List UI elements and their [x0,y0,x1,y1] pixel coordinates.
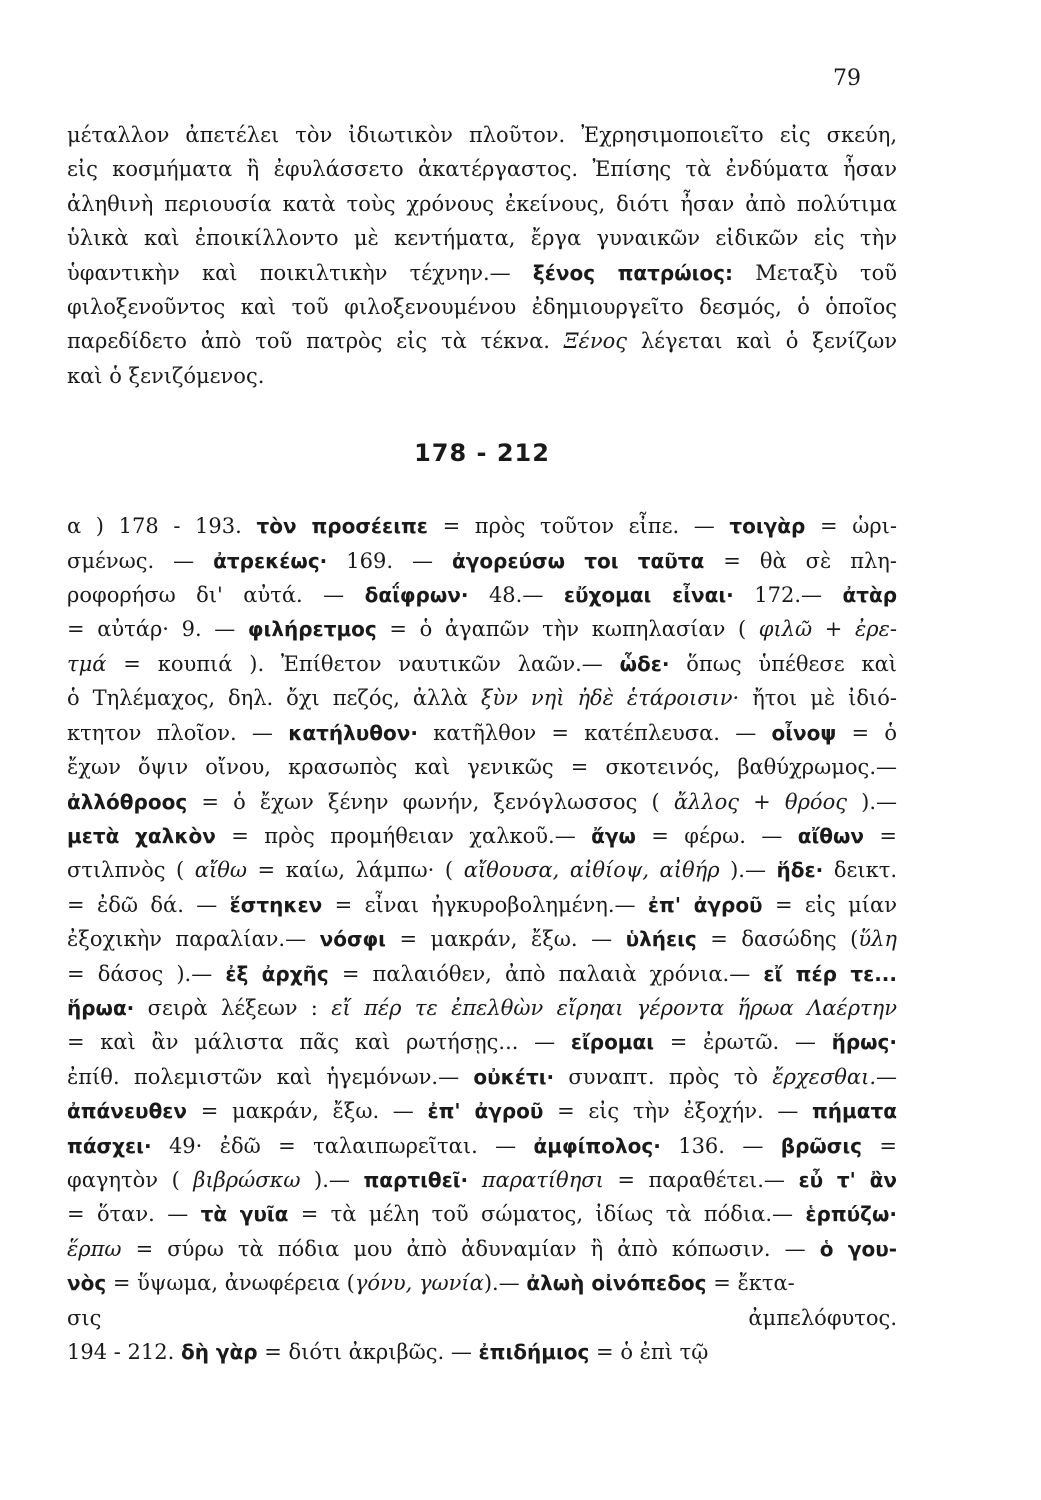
text-segment: ὑλικὰ καὶ ἐποικίλλοντο μὲ κεντήματα, ἔργα γυναικῶν εἰδικῶν εἰς τὴν [67,226,897,251]
italic-text: τμά [67,651,107,676]
lemma-term: ἀλωὴ οἰνόπεδος [526,1271,707,1296]
text-segment: = τὰ μέλη τοῦ σώματος, ἰδίως τὰ πόδια.— [288,1202,806,1227]
text-line [67,957,897,991]
text-segment: φαγητὸν ( [67,1167,194,1192]
text-line [67,785,897,819]
italic-text: ἕρπω [67,1236,122,1261]
text-line [67,1232,897,1266]
text-line [67,716,897,750]
lemma-term: δαΐφρων· [364,583,469,608]
text-segment: λέγεται καὶ ὁ ξενίζων [627,329,897,354]
text-line [67,324,897,358]
italic-text: γόνυ, γωνία [354,1271,484,1296]
text-line [67,853,897,887]
text-segment: = δάσος ).— [67,961,226,986]
lemma-term: τοιγὰρ [729,514,806,539]
text-segment: Μεταξὺ τοῦ [733,260,898,285]
text-line [67,1266,897,1300]
text-segment: = ὁ ἀγαπῶν τὴν κωπηλασίαν ( [376,617,759,642]
lemma-term: ἄγω [591,823,636,848]
text-segment: = ἐρωτῶ. — [654,1030,832,1055]
text-segment: = εἶναι ἠγκυροβολημένη.— [322,892,648,917]
text-segment: = διότι ἀκριβῶς. — [257,1340,479,1364]
text-segment: = σύρω τὰ πόδια μου ἀπὸ ἀδυναμίαν ἢ ἀπὸ κόπωσιν. — [121,1236,820,1261]
text-line [67,544,897,578]
text-line [67,359,897,393]
text-segment: = εἰς τὴν ἐξοχήν. — [543,1099,812,1124]
lemma-term: εἴρομαι [570,1030,655,1055]
lemma-term: νόσφι [319,927,386,952]
lemma-term: ὑλήεις [625,927,697,952]
text-segment: = ὁ [836,720,898,745]
text-segment: = ὁ ἔχων ξένην φωνήν, ξενόγλωσσος ( [187,789,674,814]
text-line [67,750,897,784]
text-segment: 172.— [733,583,843,608]
text-segment: σμένως. — [67,548,214,573]
lemma-term: ἥρως· [831,1030,897,1055]
text-line [67,256,897,290]
text-segment: = καίω, λάμπω· ( [246,858,464,883]
lemma-term: ἐπ' ἀγροῦ [427,1099,544,1124]
lemma-term: κατήλυθον· [288,720,419,745]
lemma-term: εἴ πέρ τε... [763,961,898,986]
lemma-term: βρῶσις [780,1133,862,1158]
text-segment: — [876,1064,897,1089]
lemma-term: πάσχει· [67,1133,152,1158]
text-segment: κτητον πλοῖον. — [67,720,289,745]
italic-text: αἴθουσα, αἰθίοψ, αἰθήρ [463,858,720,883]
text-segment: = ἐδῶ δά. — [67,892,230,917]
text-segment: = ὅταν. — [67,1202,201,1227]
text-segment: = αὐτάρ· 9. — [67,617,248,642]
text-segment: = δασώδης ( [696,927,859,952]
lemma-term: ἀγορεύσω τοι ταῦτα [451,548,705,573]
text-segment: = ὁ ἐπὶ τῷ [589,1340,709,1364]
text-line [67,612,897,646]
text-segment: = φέρω. — [635,823,798,848]
lemma-term: ἥδε· [776,858,824,883]
text-segment: ροφορήσω δι' αὐτά. — [67,583,365,608]
text-line [67,221,897,255]
text-line [67,578,897,612]
text-segment: = ὕψωμα, ἀνωφέρεια ( [106,1271,355,1296]
lemma-term: τὰ γυῖα [200,1202,289,1227]
lemma-term: εὔχομαι εἶναι· [563,583,734,608]
text-segment: = ἔκτα- [706,1271,795,1296]
lemma-term: ἐπιδήμιος [478,1340,590,1364]
text-segment: ἀληθινὴ περιουσία κατὰ τοὺς χρόνους ἐκείνους, διότι ἦσαν ἀπὸ πολύτιμα [67,191,897,216]
section-heading: 178 - 212 [414,439,550,468]
text-segment: συναπτ. πρὸς τὸ [554,1064,773,1089]
text-segment: = μακράν, ἔξω. — [385,927,626,952]
lemma-term: ἐπ' ἀγροῦ [647,892,763,917]
lemma-term: ἕστηκεν [229,892,323,917]
lemma-term: οὐκέτι· [473,1064,555,1089]
text-segment: παρεδίδετο ἀπὸ τοῦ πατρὸς εἰς τὰ τέκνα. [67,329,564,354]
italic-text: ἔρχεσθαι. [772,1064,876,1089]
text-segment: ὅπως ὑπέθεσε καὶ [669,651,897,676]
lemma-term: εὖ τ' ἂν [798,1167,897,1192]
text-segment: ).— [719,858,777,883]
text-segment: σειρὰ λέξεων : [134,995,332,1020]
text-segment: ).— [846,789,898,814]
text-body [67,118,897,1369]
text-segment: ἤτοι μὲ ἰδιό- [739,686,897,711]
italic-text: ἄλλος + θρόος [673,789,847,814]
text-segment: = πρὸς τοῦτον εἶπε. — [427,514,730,539]
lemma-term: μετὰ χαλκὸν [67,823,216,848]
paragraph-commentary-178-212 [67,509,897,1369]
text-segment: = μακράν, ἔξω. — [187,1099,428,1124]
text-line [67,1163,897,1197]
text-segment: ὁ Τηλέμαχος, δηλ. ὄχι πεζός, ἀλλὰ [67,686,481,711]
page-number: 79 [833,66,861,91]
text-segment: 169. — [327,548,452,573]
text-segment: εἰς κοσμήματα ἢ ἐφυλάσσετο ἀκατέργαστος. Ἐπίσης τὰ ἐνδύματα ἦσαν [67,157,897,182]
text-line [67,152,897,186]
text-line [67,1060,897,1094]
text-segment: 136. — [660,1133,781,1158]
text-segment: δεικτ. [823,858,898,883]
text-line [67,187,897,221]
text-segment: στιλπνὸς ( [67,858,195,883]
text-segment: = κουπιά ). Ἐπίθετον ναυτικῶν λαῶν.— [106,651,620,676]
lemma-term: ὧδε· [619,651,670,676]
text-line [67,819,897,853]
text-segment: = παραθέτει.— [603,1167,799,1192]
lemma-term: ἀλλόθροος [67,789,188,814]
text-segment: ὑφαντικὴν καὶ ποικιλτικὴν τέχνην.— [67,260,533,285]
text-line [67,888,897,922]
lemma-term: φιλήρετμος [247,617,377,642]
text-segment: 49· ἐδῶ = ταλαιπωρεῖται. — [151,1133,534,1158]
text-segment: 48.— [468,583,564,608]
italic-text: ὕλη [858,927,897,952]
text-segment: ἐπίθ. πολεμιστῶν καὶ ἡγεμόνων.— [67,1064,474,1089]
text-line [67,991,897,1025]
lemma-term: τὸν προσέειπε [256,514,428,539]
text-line [67,1129,897,1163]
italic-text: βιβρώσκω [193,1167,301,1192]
text-segment: κατῆλθον = κατέπλευσα. — [418,720,772,745]
lemma-term: πήματα [811,1099,898,1124]
text-segment: σις ἀμπελόφυτος. [67,1305,897,1330]
italic-text: ξὺν νηὶ ἠδὲ ἑτάροισιν· [480,686,740,711]
text-segment: = πρὸς προμήθειαν χαλκοῦ.— [215,823,592,848]
lemma-term: ἐξ ἀρχῆς [225,961,329,986]
text-segment: φιλοξενοῦντος καὶ τοῦ φιλοξενουμένου ἐδημιουργεῖτο δεσμός, ὁ ὁποῖος [67,295,897,320]
text-segment: = καὶ ἂν μάλιστα πᾶς καὶ ρωτήσῃς... — [67,1030,571,1055]
text-line [67,922,897,956]
text-line [67,1094,897,1128]
text-line [67,1335,897,1369]
lemma-term: ἀπάνευθεν [67,1099,188,1124]
lemma-term: δὴ γὰρ [180,1340,258,1364]
text-line [67,118,897,152]
text-line [67,1197,897,1231]
text-segment: = θὰ σὲ πλη- [704,548,897,573]
lemma-term: ξένος πατρώιος: [532,260,733,285]
lemma-term: παρτιθεῖ· [363,1167,469,1192]
text-segment: ).— [300,1167,364,1192]
lemma-term: ἑρπύζω· [805,1202,897,1227]
text-segment: ).— [483,1271,527,1296]
text-segment: = ὡρι- [805,514,898,539]
text-segment: α ) 178 - 193. [67,514,257,539]
text-line [67,1301,897,1335]
italic-text: Ξένος [563,329,627,354]
lemma-term: ἀμφίπολος· [533,1133,661,1158]
text-segment: ἐξοχικὴν παραλίαν.— [67,927,320,952]
text-segment: = εἰς μίαν [762,892,897,917]
lemma-term: ἀτρεκέως· [213,548,328,573]
text-line [67,681,897,715]
italic-text: παρατίθησι [481,1167,604,1192]
paragraph-commentary-prev [67,118,897,393]
text-segment: = [864,823,897,848]
text-segment: καὶ ὁ ξενιζόμενος. [67,363,265,388]
lemma-term: αἴθων [797,823,865,848]
text-line [67,290,897,324]
text-line [67,1025,897,1059]
text-segment [468,1168,482,1192]
italic-text: εἴ πέρ τε ἐπελθὼν εἴρηαι γέροντα ἥρωα Λαέρτην [331,995,898,1020]
text-segment: ἔχων ὄψιν οἴνου, κρασωπὸς καὶ γενικῶς = σκοτεινός, βαθύχρωμος.— [67,755,897,780]
lemma-term: οἶνοψ [771,720,837,745]
text-line [67,647,897,681]
text-segment: = παλαιόθεν, ἀπὸ παλαιὰ χρόνια.— [328,961,764,986]
text-line [67,509,897,543]
lemma-term: ἥρωα· [67,995,135,1020]
italic-text: αἴθω [194,858,247,883]
text-segment: μέταλλον ἀπετέλει τὸν ἰδιωτικὸν πλοῦτον. Ἐχρησιμοποιεῖτο εἰς σκεύη, [67,123,897,147]
italic-text: φιλῶ + ἐρε- [758,617,897,642]
text-segment: 194 - 212. [67,1340,181,1364]
lemma-term: νὸς [67,1271,107,1296]
text-segment: = [862,1133,897,1158]
lemma-term: ἀτὰρ [842,583,898,608]
lemma-term: ὁ γου- [819,1236,897,1261]
